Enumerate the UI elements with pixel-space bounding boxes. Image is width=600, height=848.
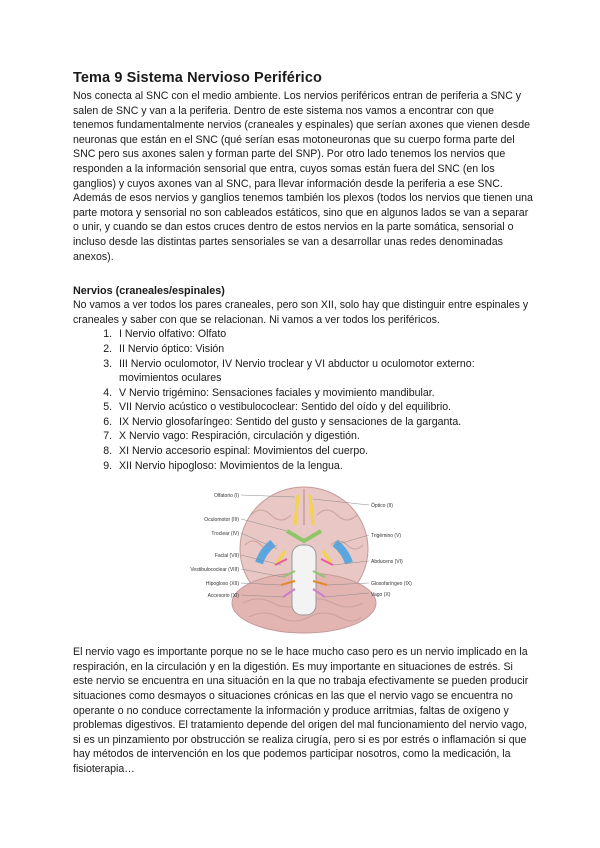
list-item: 1. I Nervio olfativo: Olfato <box>115 327 535 342</box>
label-vago: Vago (X) <box>371 592 391 599</box>
list-item: 3. III Nervio oculomotor, IV Nervio troclear y VI abductor u oculomotor externo: movimientos oculares <box>115 357 535 386</box>
label-optico: Óptico (II) <box>371 503 393 510</box>
cranial-nerve-list <box>73 327 535 473</box>
list-item: 9. XII Nervio hipogloso: Movimientos de la lengua. <box>115 459 535 474</box>
list-item: 8. XI Nervio accesorio espinal: Movimientos del cuerpo. <box>115 444 535 459</box>
brain-cranial-nerves-figure <box>73 485 535 635</box>
label-oculomotor: Oculomotor (III) <box>204 517 239 524</box>
label-trigemino: Trigémino (V) <box>371 533 402 540</box>
brain-illustration <box>73 485 535 635</box>
list-item: 5. VII Nervio acústico o vestibulococlear: Sentido del oído y del equilibrio. <box>115 400 535 415</box>
label-hipogloso: Hipogloso (XII) <box>205 581 239 588</box>
label-glosofaringeo: Glosofaríngeo (IX) <box>371 581 412 588</box>
label-troclear: Troclear (IV) <box>211 531 239 538</box>
label-accesorio: Accesorio (XI) <box>207 593 239 600</box>
section-intro-paragraph: No vamos a ver todos los pares craneales, pero son XII, solo hay que distinguir entre espinales y craneales y saber con que se relacionan. Ni vamos a ver todos los periféricos. <box>73 299 529 326</box>
document-title: Tema 9 Sistema Nervioso Periférico <box>73 70 322 86</box>
label-abducens: Abducens (VI) <box>371 559 403 566</box>
list-item: 7. X Nervio vago: Respiración, circulación y digestión. <box>115 429 535 444</box>
list-item: 4. V Nervio trigémino: Sensaciones faciales y movimiento mandibular. <box>115 386 535 401</box>
vagus-paragraph: El nervio vago es importante porque no se le hace mucho caso pero es un nervio implicado en la respiración, en la circulación y en la digestión. Es muy importante en situaciones de estrés. Si este nervio se encuentra en una situación en la que no trabaja efectivamente se pueden producir situaciones como desmayos o situaciones crónicas en las que el nervio vago se encuentra no operante o no conduce correctamente la información y produce arritmias, faltas de oxígeno y problemas digestivos. El tratamiento depende del origen del mal funcionamiento del nervio vago, si es un pinzamiento por obstrucción se realiza cirugía, pero si es por estrés o inflamación si que hay métodos de intervención en los que podemos participar nosotros, como la medicación, la fisioterapia… <box>73 646 529 775</box>
section-heading: Nervios (craneales/espinales) <box>73 285 225 298</box>
intro-paragraph: Nos conecta al SNC con el medio ambiente. Los nervios periféricos entran de periferia a SNC y salen de SNC y van a la periferia. Dentro de este sistema nos vamos a encontrar con que tenemos fundamentalmente nervios (craneales y espinales) que serían axones que vienen desde neuronas que están en el SNC (qué serían esas motoneuronas que su cuerpo forma parte del SNC pero sus axones salen y forman parte del SNP). Por otro lado tenemos los nervios que responden a la información sensorial que entra, cuyos somas están fuera del SNC (en los ganglios) y cuyos axones van al SNC, para llevar información desde la periferia a ese SNC. Además de esos nervios y ganglios tenemos también los plexos (todos los nervios que tienen una parte motora y sensorial no son cableados estáticos, sino que en algunos lados se van a separar o unir, y cuando se dan estos cruces dentro de estos nervios en la parte somática, sensorial o incluso desde las distintas partes sensoriales se van a desarrollar unas redes denominadas anexos). <box>73 90 533 263</box>
label-facial: Facial (VII) <box>214 553 239 560</box>
document-body <box>73 70 535 777</box>
list-item: 2. II Nervio óptico: Visión <box>115 342 535 357</box>
label-vestibulococlear: Vestibulococlear (VIII) <box>190 567 239 574</box>
list-item: 6. IX Nervio glosofaríngeo: Sentido del gusto y sensaciones de la garganta. <box>115 415 535 430</box>
label-olfatorio: Olfatorio (I) <box>213 493 239 500</box>
